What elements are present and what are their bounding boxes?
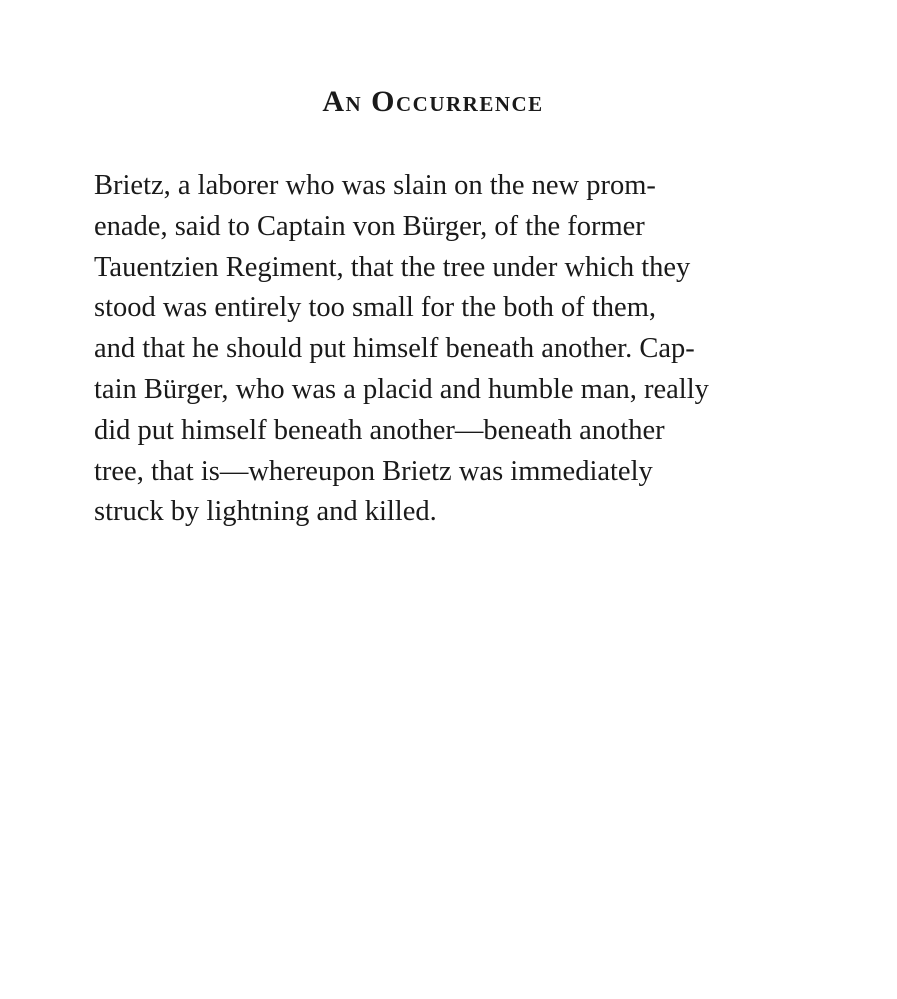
paragraph-line: enade, said to Captain von Bürger, of the former — [94, 210, 645, 242]
paragraph-line: and that he should put himself beneath another. Cap- — [94, 333, 695, 365]
paragraph-line: Tauentzien Regiment, that the tree under which they — [94, 251, 691, 283]
page-title: An Occurrence — [322, 85, 544, 118]
paragraph-line: did put himself beneath another—beneath another — [94, 414, 665, 446]
paragraph-line: Brietz, a laborer who was slain on the new prom- — [94, 170, 656, 201]
paragraph-line: stood was entirely too small for the both of them, — [94, 292, 656, 324]
story-paragraph — [94, 166, 794, 533]
paragraph-line: tain Bürger, who was a placid and humble man, really — [94, 373, 709, 405]
paragraph-line: struck by lightning and killed. — [94, 496, 437, 528]
paragraph-line: tree, that is—whereupon Brietz was immediately — [94, 455, 653, 487]
